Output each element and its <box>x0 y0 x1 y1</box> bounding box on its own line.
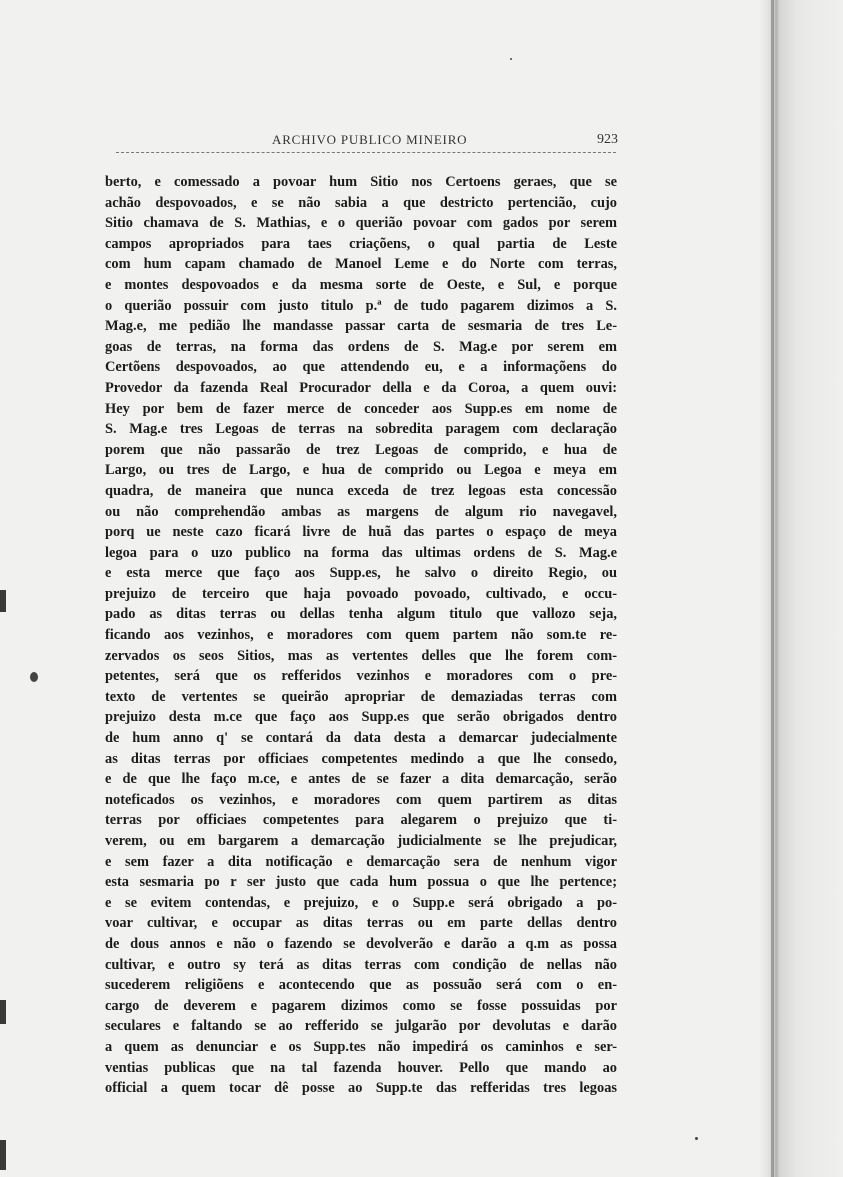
text-line: cargo de deverem e pagarem dizimos como se fosse possuidas por <box>105 997 617 1014</box>
text-line: ventias publicas que na tal fazenda houver. Pello que mando ao <box>105 1059 617 1076</box>
text-line: berto, e comessado a povoar hum Sitio nos Certoens geraes, que se <box>105 174 617 190</box>
text-line: legoa para o uzo publico na forma das ultimas ordens de S. Mag.e <box>105 544 617 561</box>
text-line: campos apropriados para taes criaçõens, o qual partia de Leste <box>105 235 617 252</box>
text-line: terras por officiaes competentes para alegarem o prejuizo que ti- <box>105 812 617 829</box>
text-line: e esta merce que faço aos Supp.es, he salvo o direito Regio, ou <box>105 565 617 582</box>
text-line: e sem fazer a dita notificação e demarcação sera de nenhum vigor <box>105 853 617 870</box>
text-line: sucederem religiõens e acontecendo que as possuão será com o en- <box>105 977 617 994</box>
text-line: e montes despovoados e da mesma sorte de Oeste, e Sul, e porque <box>105 276 617 293</box>
text-line: as ditas terras por officiaes competentes medindo a que lhe consedo, <box>105 750 617 767</box>
text-line: noteficados os vezinhos, e moradores com quem partirem as ditas <box>105 791 617 808</box>
ink-spot <box>30 672 38 682</box>
text-line: e de que lhe faço m.ce, e antes de se fazer a dita demarcação, serão <box>105 771 617 788</box>
text-line: a quem as denunciar e os Supp.tes não impedirá os caminhos e ser- <box>105 1038 617 1055</box>
text-line: o querião possuir com justo titulo p.ª de tudo pagarem dizimos a S. <box>105 297 617 314</box>
text-line: prejuizo desta m.ce que faço aos Supp.es que serão obrigados dentro <box>105 709 617 726</box>
text-line: ficando aos vezinhos, e moradores com quem partem não som.te re- <box>105 627 617 644</box>
text-line: achão despovoados, e se não sabia a que destricto pertencião, cujo <box>105 194 617 211</box>
body-text <box>105 172 617 1099</box>
ink-spot <box>695 1137 698 1140</box>
text-line: official a quem tocar dê posse ao Supp.te das refferidas tres legoas <box>105 1080 617 1097</box>
text-line: de hum anno q' se contará da data desta a demarcar judecialmente <box>105 730 617 747</box>
page-binding-shadow <box>771 0 774 1177</box>
text-line: Hey por bem de fazer merce de conceder aos Supp.es em nome de <box>105 400 617 417</box>
text-line: esta sesmaria po r ser justo que cada hum possua o que lhe pertence; <box>105 874 617 891</box>
page-number: 923 <box>597 132 618 147</box>
text-line: porq ue neste cazo ficará livre de huã das partes o espaço de meya <box>105 524 617 541</box>
margin-mark <box>0 1140 6 1170</box>
text-line: de dous annos e não o fazendo se devolverão e darão a q.m as possa <box>105 935 617 952</box>
text-line: verem, ou em bargarem a demarcação judicialmente se lhe prejudicar, <box>105 833 617 849</box>
text-line: Mag.e, me pedião lhe mandasse passar carta de sesmaria de tres Le- <box>105 318 617 335</box>
text-line: Certõens despovoados, ao que attendendo eu, e a informaçõens do <box>105 359 617 376</box>
margin-mark <box>0 590 6 612</box>
text-line: goas de terras, na forma das ordens de S. Mag.e por serem em <box>105 338 617 355</box>
text-line: porem que não passarão de trez Legoas de comprido, e hua de <box>105 441 617 458</box>
running-header <box>112 132 618 152</box>
text-line: S. Mag.e tres Legoas de terras na sobredita paragem com declaração <box>105 421 617 438</box>
text-line: texto de vertentes se queirão apropriar de demaziadas terras com <box>105 688 617 705</box>
text-line: Sitio chamava de S. Mathias, e o querião povoar com gados por serem <box>105 215 617 232</box>
header-title: ARCHIVO PUBLICO MINEIRO <box>272 132 468 147</box>
text-line: e se evitem contendas, e prejuizo, e o Supp.e será obrigado a po- <box>105 894 617 911</box>
ink-spot <box>510 58 512 60</box>
text-line: Largo, ou tres de Largo, e hua de comprido ou Legoa e meya em <box>105 462 617 479</box>
text-line: pado as ditas terras ou dellas tenha algum titulo que vallozo seja, <box>105 606 617 623</box>
header-rule <box>116 152 616 153</box>
text-line: prejuizo de terceiro que haja povoado povoado, cultivado, e occu- <box>105 585 617 602</box>
text-line: cultivar, e outro sy terá as ditas terras com condição de nellas não <box>105 956 617 973</box>
text-line: seculares e faltando se ao refferido se julgarão por devolutas e darão <box>105 1018 617 1035</box>
text-line: zervados os seos Sitios, mas as vertentes delles que lhe forem com- <box>105 647 617 664</box>
text-line: com hum capam chamado de Manoel Leme e do Norte com terras, <box>105 256 617 273</box>
text-line: voar cultivar, e occupar as ditas terras ou em parte dellas dentro <box>105 915 617 932</box>
text-line: petentes, será que os refferidos vezinhos e moradores com o pre- <box>105 668 617 685</box>
text-line: quadra, de maneira que nunca exceda de trez legoas esta concessão <box>105 482 617 499</box>
text-line: Provedor da fazenda Real Procurador della e da Coroa, a quem ouvi: <box>105 379 617 396</box>
text-line: ou não comprehendão ambas as margens de algum rio navegavel, <box>105 503 617 520</box>
margin-mark <box>0 1000 6 1024</box>
